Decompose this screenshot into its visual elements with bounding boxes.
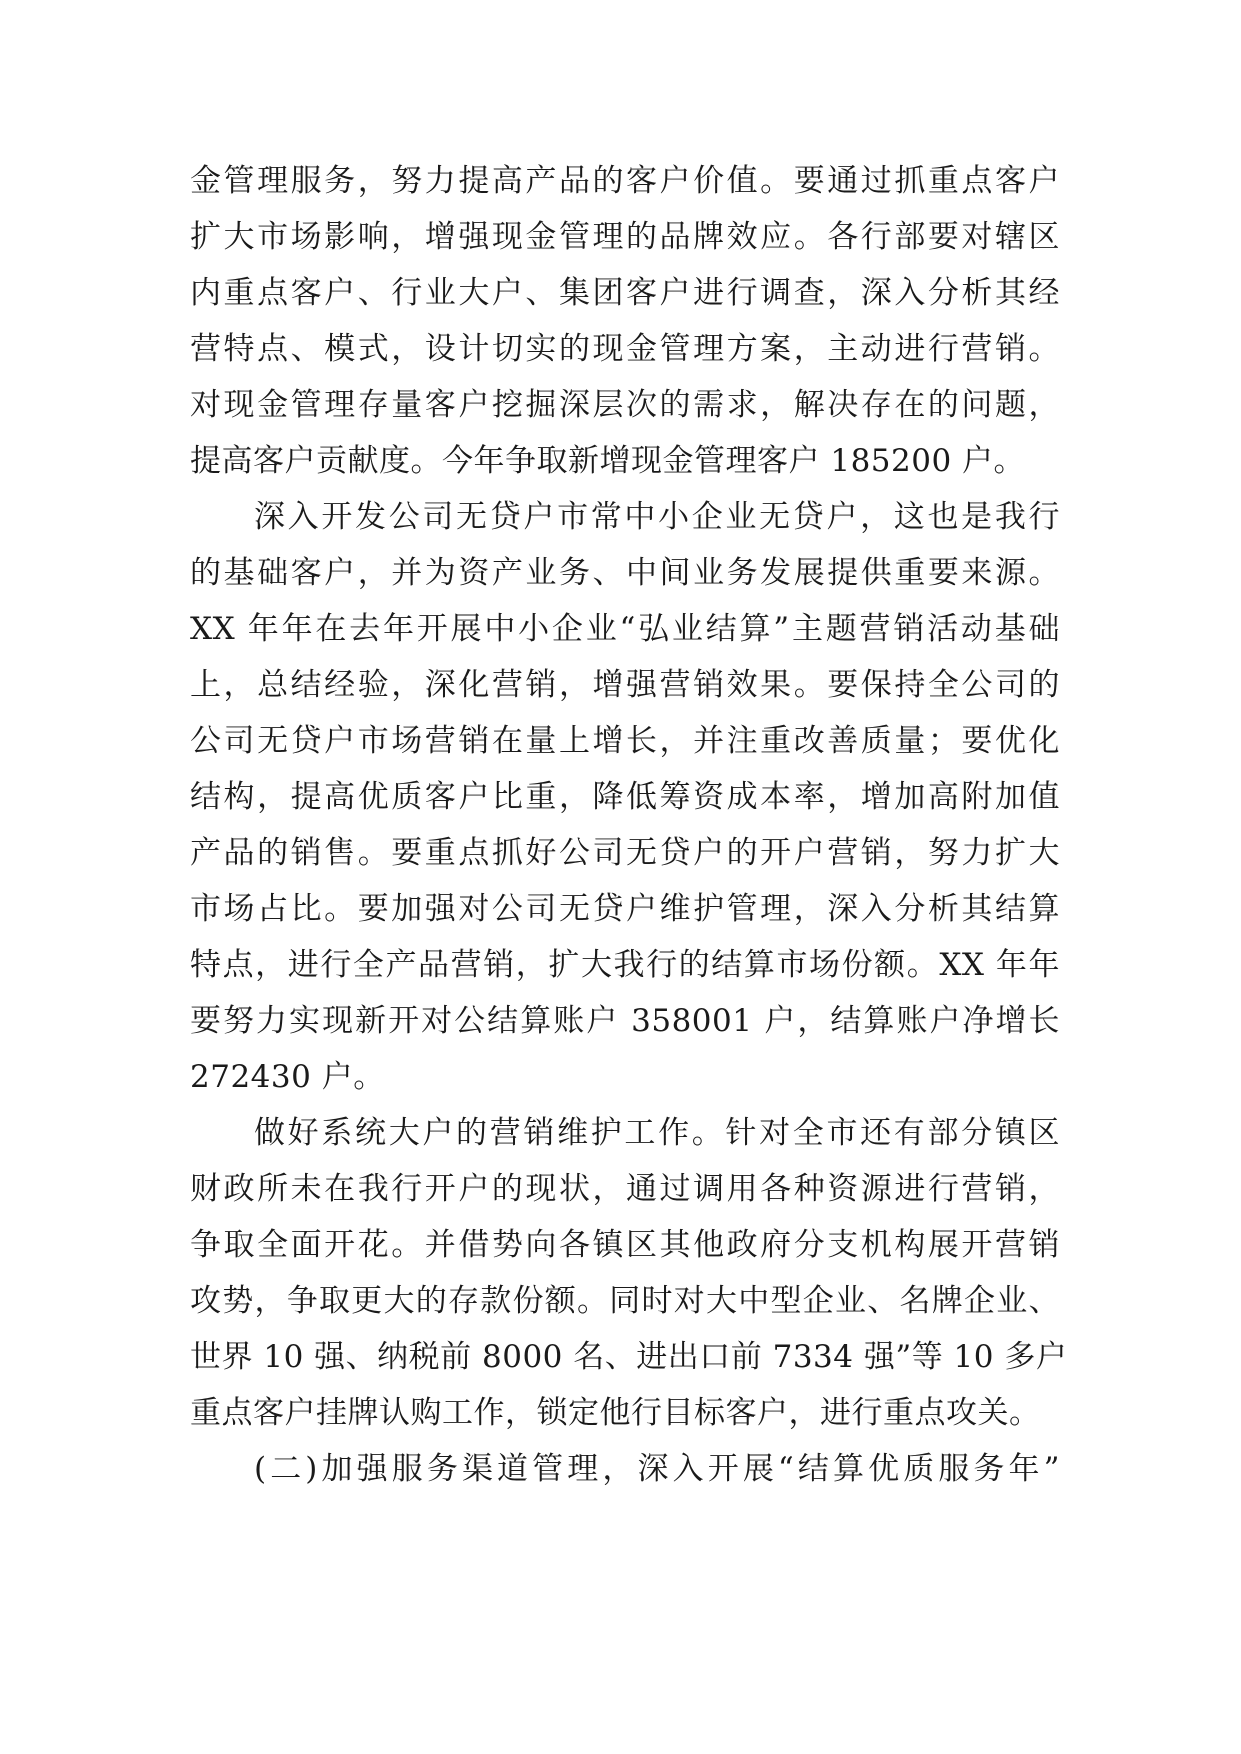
text-line: 做好系统大户的营销维护工作。针对全市还有部分镇区: [254, 1115, 1060, 1151]
text-line: 产品的销售。要重点抓好公司无贷户的开户营销，努力扩大: [190, 835, 1060, 871]
text-line: 攻势，争取更大的存款份额。同时对大中型企业、名牌企业、: [190, 1283, 1060, 1319]
text-line: 公司无贷户市场营销在量上增长，并注重改善质量；要优化: [190, 723, 1060, 759]
text-line: 内重点客户、行业大户、集团客户进行调查，深入分析其经: [190, 275, 1060, 311]
text-line: 财政所未在我行开户的现状，通过调用各种资源进行营销，: [190, 1171, 1060, 1207]
text-line: 争取全面开花。并借势向各镇区其他政府分支机构展开营销: [190, 1227, 1060, 1263]
text-line: 272430 户。: [190, 1059, 385, 1095]
text-line: 金管理服务，努力提高产品的客户价值。要通过抓重点客户: [190, 163, 1060, 199]
text-line: 营特点、模式，设计切实的现金管理方案，主动进行营销。: [190, 331, 1060, 367]
text-line: 特点，进行全产品营销，扩大我行的结算市场份额。XX 年年: [190, 947, 1060, 983]
text-line: 对现金管理存量客户挖掘深层次的需求，解决存在的问题，: [190, 387, 1060, 423]
section-heading-line: (二)加强服务渠道管理，深入开展“结算优质服务年”: [254, 1451, 1060, 1487]
text-line: 深入开发公司无贷户市常中小企业无贷户，这也是我行: [254, 499, 1060, 535]
body-text: [190, 153, 1068, 1497]
text-line: 重点客户挂牌认购工作，锁定他行目标客户，进行重点攻关。: [190, 1395, 1041, 1431]
text-line: 上，总结经验，深化营销，增强营销效果。要保持全公司的: [190, 667, 1060, 703]
text-line: 结构，提高优质客户比重，降低筹资成本率，增加高附加值: [190, 779, 1060, 815]
text-line: XX 年年在去年开展中小企业“弘业结算”主题营销活动基础: [190, 611, 1060, 647]
text-line: 要努力实现新开对公结算账户 358001 户，结算账户净增长: [190, 1003, 1060, 1039]
text-line: 的基础客户，并为资产业务、中间业务发展提供重要来源。: [190, 555, 1060, 591]
text-line: 提高客户贡献度。今年争取新增现金管理客户 185200 户。: [190, 443, 1026, 479]
text-line: 世界 10 强、纳税前 8000 名、进出口前 7334 强”等 10 多户: [190, 1339, 1068, 1375]
text-line: 扩大市场影响，增强现金管理的品牌效应。各行部要对辖区: [190, 219, 1060, 255]
text-line: 市场占比。要加强对公司无贷户维护管理，深入分析其结算: [190, 891, 1060, 927]
